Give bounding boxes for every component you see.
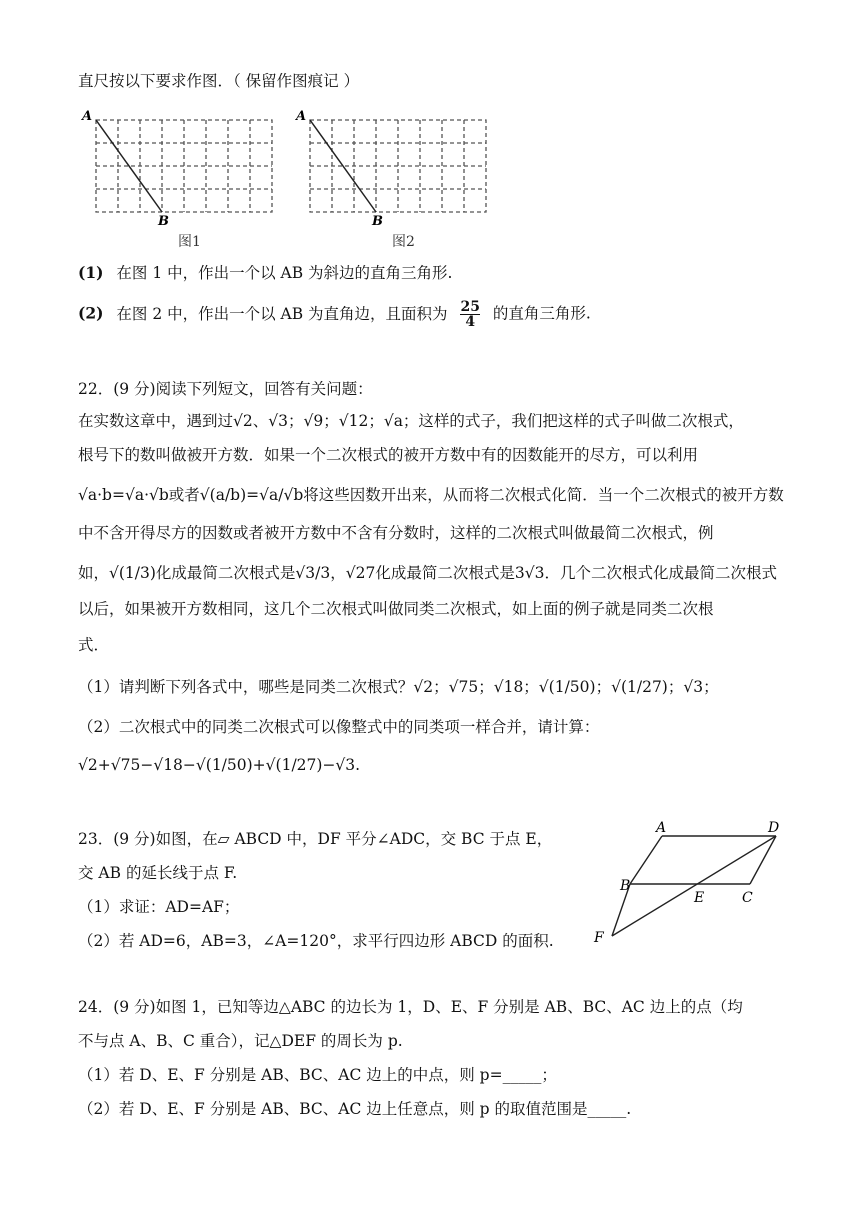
q23-line-4: （2）若 AD=6，AB=3，∠A=120°，求平行四边形 ABCD 的面积. — [78, 932, 554, 950]
grid-figure-2 — [292, 106, 492, 226]
vertex-b-label: B — [620, 878, 631, 894]
subq2-text-a: 在图 2 中，作出一个以 AB 为直角边，且面积为 — [116, 304, 448, 323]
point-f-label: F — [594, 930, 604, 946]
q23-line-1: 23．(9 分)如图，在▱ ABCD 中，DF 平分∠ADC，交 BC 于点 E， — [78, 830, 553, 848]
area-numerator: 25 — [460, 299, 480, 315]
q23-line-3: （1）求证：AD=AF； — [78, 898, 240, 916]
vertex-c-label: C — [742, 890, 753, 906]
q22-header: 22．(9 分)阅读下列短文，回答有关问题： — [78, 380, 373, 398]
fig1-caption: 图1 — [178, 234, 201, 250]
subq1-text: 在图 1 中，作出一个以 AB 为斜边的直角三角形. — [116, 264, 453, 282]
subquestion-2 — [78, 300, 591, 329]
subq1-number: (1) — [78, 263, 104, 282]
fig2-caption: 图2 — [392, 234, 415, 250]
q22-para-4: 中不含开得尽方的因数或者被开方数中不含有分数时，这样的二次根式叫做最简二次根式，例 — [78, 524, 714, 542]
q24-line-3: （1）若 D、E、F 分别是 AB、BC、AC 边上的中点，则 p=_____； — [78, 1066, 557, 1084]
intro-text: 直尺按以下要求作图．（ 保留作图痕记 ） — [78, 72, 360, 90]
subq2-text-b: 的直角三角形. — [492, 304, 591, 323]
grid-figure-1 — [78, 106, 278, 226]
point-a-label: A — [296, 109, 307, 124]
q22-para-5: 如，√(1/3)化成最简二次根式是√3/3，√27化成最简二次根式是3√3．几个二次根式化成最简二次根式 — [78, 564, 777, 582]
q22-para-6: 以后，如果被开方数相同，这几个二次根式叫做同类二次根式，如上面的例子就是同类二次根 — [78, 600, 714, 618]
q22-para-2: 根号下的数叫做被开方数．如果一个二次根式的被开方数中有的因数能开的尽方，可以利用 — [78, 446, 699, 464]
vertex-d-label: D — [768, 820, 780, 836]
q24-line-2: 不与点 A、B、C 重合），记△DEF 的周长为 p. — [78, 1032, 403, 1050]
q22-para-3: √a·b=√a·√b或者√(a/b)=√a/√b将这些因数开出来，从而将二次根式化简．当一个二次根式的被开方数 — [78, 486, 784, 504]
vertex-a-label: A — [656, 820, 667, 836]
area-fraction — [460, 300, 479, 329]
q24-line-1: 24．(9 分)如图 1，已知等边△ABC 的边长为 1，D、E、F 分别是 AB、BC、AC 边上的点（均 — [78, 998, 743, 1016]
point-b-label: B — [158, 214, 169, 226]
point-b-label: B — [372, 214, 383, 226]
subq2-number: (2) — [78, 303, 104, 323]
q22-sub-1: （1）请判断下列各式中，哪些是同类二次根式？√2；√75；√18；√(1/50)；√(1/27)；√3； — [78, 678, 719, 696]
point-e-label: E — [694, 890, 705, 906]
q22-para-7: 式． — [78, 636, 110, 654]
q22-expression: √2+√75−√18−√(1/50)+√(1/27)−√3. — [78, 756, 361, 774]
q22-sub-2: （2）二次根式中的同类二次根式可以像整式中的同类项一样合并，请计算： — [78, 718, 600, 736]
subquestion-1 — [78, 262, 452, 284]
parallelogram-figure — [590, 818, 790, 950]
area-denominator: 4 — [460, 314, 479, 329]
q23-line-2: 交 AB 的延长线于点 F. — [78, 864, 238, 882]
q24-line-4: （2）若 D、E、F 分别是 AB、BC、AC 边上任意点，则 p 的取值范围是_____. — [78, 1100, 632, 1118]
q22-para-1: 在实数这章中，遇到过√2、√3；√9；√12；√a；这样的式子，我们把这样的式子叫做二次根式， — [78, 412, 744, 430]
point-a-label: A — [82, 109, 93, 124]
